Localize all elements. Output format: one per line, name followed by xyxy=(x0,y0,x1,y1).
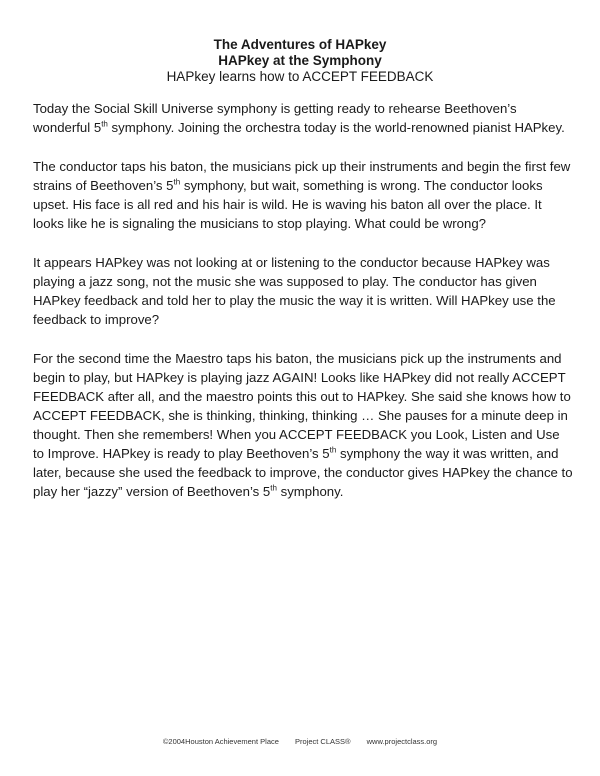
document-header xyxy=(0,37,600,85)
story-body xyxy=(33,99,573,521)
paragraph-4-text-c: symphony. xyxy=(276,484,344,499)
paragraph-4-text-a: For the second time the Maestro taps his baton, the musicians pick up the instruments and begin to play, but HAPkey is playing jazz AGAIN! Looks like HAPkey did not really ACCEPT FEEDBACK after all, and the maestro points this out to HAPkey. She said she knows how to ACCEPT FEEDBACK, she is thinking, thinking, thinking … She pauses for a minute deep in thought. Then she remembers! When you ACCEPT FEEDBACK you Look, Listen and Use to Improve. HAPkey is ready to play Beethoven’s 5 xyxy=(33,351,571,461)
story-subtitle: HAPkey learns how to ACCEPT FEEDBACK xyxy=(166,69,434,84)
paragraph-2 xyxy=(33,157,573,233)
footer-website: www.projectclass.org xyxy=(366,737,438,746)
paragraph-4 xyxy=(33,349,573,501)
document-footer xyxy=(0,737,600,746)
paragraph-2-text-a: The conductor taps his baton, the musicians pick up their instruments and begin the first few strains of Beethoven’s 5 xyxy=(33,159,571,193)
paragraph-1-text-a: Today the Social Skill Universe symphony is getting ready to rehearse Beethoven’s wonderful 5 xyxy=(33,101,517,135)
paragraph-4-text-b: symphony the way it was written, and later, because she used the feedback to improve, the conductor gives HAPkey the chance to play her “jazzy” version of Beethoven’s 5 xyxy=(33,446,573,499)
paragraph-4-superscript-2: th xyxy=(270,483,277,493)
paragraph-1-superscript: th xyxy=(101,119,108,129)
paragraph-1-text-b: symphony. Joining the orchestra today is the world-renowned pianist HAPkey. xyxy=(107,120,565,135)
footer-copyright: ©2004Houston Achievement Place xyxy=(162,737,279,746)
series-title: The Adventures of HAPkey xyxy=(213,37,387,52)
paragraph-1 xyxy=(33,99,573,137)
paragraph-4-superscript-1: th xyxy=(329,445,337,455)
paragraph-2-text-b: symphony, but wait, something is wrong. The conductor looks upset. His face is all red and his hair is wild. He is waving his baton all over the place. It looks like he is signaling the musicians to stop playing. What could be wrong? xyxy=(33,178,543,231)
paragraph-2-superscript: th xyxy=(173,177,181,187)
story-title: HAPkey at the Symphony xyxy=(218,53,382,68)
paragraph-3: It appears HAPkey was not looking at or listening to the conductor because HAPkey was playing a jazz song, not the music she was supposed to play. The conductor has given HAPkey feedback and told her to play the music the way it is written. Will HAPkey use the feedback to improve? xyxy=(33,255,556,327)
footer-project: Project CLASS® xyxy=(295,737,351,746)
